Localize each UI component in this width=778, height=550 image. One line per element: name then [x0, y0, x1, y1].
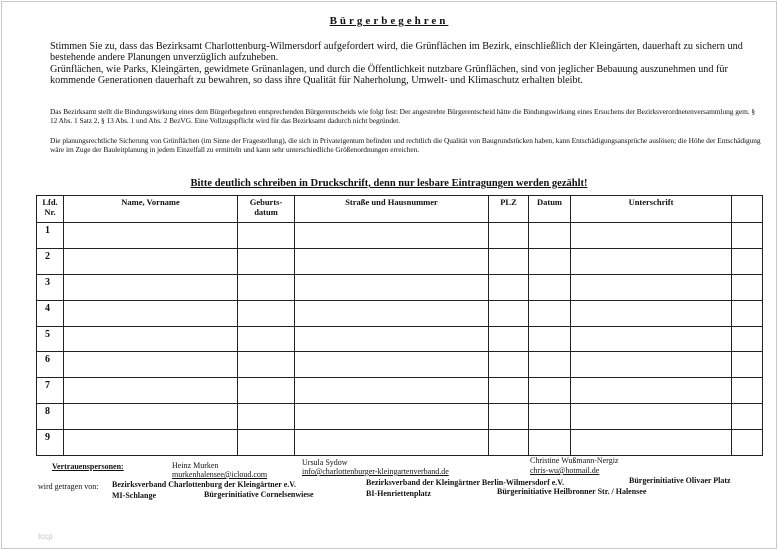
trust-person-name: Heinz Murken — [172, 461, 219, 470]
trust-person-email[interactable]: chris-wu@hotmail.de — [530, 466, 600, 475]
street-cell[interactable] — [295, 326, 489, 352]
plz-cell[interactable] — [489, 274, 529, 300]
col-header-lfd: Lfd. Nr. — [37, 196, 64, 223]
extra-cell — [732, 378, 763, 404]
legal-note — [50, 136, 762, 155]
date-cell[interactable] — [529, 430, 571, 456]
supporter-name: Bürgerinitiative Heilbronner Str. / Halensee — [497, 487, 647, 496]
row-number: 7 — [37, 378, 64, 404]
plz-cell[interactable] — [489, 248, 529, 274]
plz-cell[interactable] — [489, 404, 529, 430]
street-cell[interactable] — [295, 404, 489, 430]
table-row — [37, 378, 763, 404]
print-notice: Bitte deutlich schreiben in Druckschrift, denn nur lesbare Eintragungen werden gezählt! — [190, 178, 588, 189]
name-cell[interactable] — [64, 248, 238, 274]
table-row — [37, 274, 763, 300]
row-number: 1 — [37, 223, 64, 249]
table-header-row — [37, 196, 763, 223]
street-cell[interactable] — [295, 352, 489, 378]
trust-person-email[interactable]: murkenhalensee@icloud.com — [172, 470, 268, 479]
plz-cell[interactable] — [489, 326, 529, 352]
birth-cell[interactable] — [238, 326, 295, 352]
row-number: 5 — [37, 326, 64, 352]
col-header-birth: Geburts-datum — [238, 196, 295, 223]
extra-cell — [732, 352, 763, 378]
date-cell[interactable] — [529, 326, 571, 352]
supporter-name: Bürgerinitiative Olivaer Platz — [629, 476, 731, 485]
page-title: Bürgerbegehren — [329, 15, 449, 27]
street-cell[interactable] — [295, 274, 489, 300]
supporter-name: Bürgerinitiative Cornelsenwiese — [204, 490, 314, 499]
question-paragraph-2: Grünflächen, wie Parks, Kleingärten, gewidmete Grünanlagen, und durch die Öffentlichkeit nutzbare Grünflächen, sind von jeglicher Bebauung auszunehmen und für kommende Generationen dauerhaft zu bewahren, so dass ihre Qualität für Naherholung, Umwelt- und Klimaschutz erhalten bleibt. — [50, 63, 728, 86]
birth-cell[interactable] — [238, 430, 295, 456]
birth-cell[interactable] — [238, 274, 295, 300]
date-cell[interactable] — [529, 274, 571, 300]
street-cell[interactable] — [295, 378, 489, 404]
date-cell[interactable] — [529, 404, 571, 430]
col-header-extra — [732, 196, 763, 223]
signature-table — [36, 195, 763, 456]
table-row — [37, 223, 763, 249]
col-header-street: Straße und Hausnummer — [295, 196, 489, 223]
extra-cell — [732, 248, 763, 274]
supporter-name: Bezirksverband der Kleingärtner Berlin-Wilmersdorf e.V. — [366, 478, 565, 487]
row-number: 2 — [37, 248, 64, 274]
date-cell[interactable] — [529, 378, 571, 404]
name-cell[interactable] — [64, 223, 238, 249]
name-cell[interactable] — [64, 404, 238, 430]
birth-cell[interactable] — [238, 223, 295, 249]
watermark: tccp — [38, 532, 53, 541]
signature-cell[interactable] — [571, 404, 732, 430]
date-cell[interactable] — [529, 248, 571, 274]
col-header-name: Name, Vorname — [64, 196, 238, 223]
trust-person-email[interactable]: info@charlottenburger-kleingartenverband.de — [302, 467, 449, 476]
plz-cell[interactable] — [489, 300, 529, 326]
signature-cell[interactable] — [571, 223, 732, 249]
birth-cell[interactable] — [238, 352, 295, 378]
trust-person-name: Christine Wußmann-Nergiz — [530, 456, 619, 465]
binding-note-text: Das Bezirksamt stellt die Bindungswirkung eines dem Bürgerbegehren entsprechenden Bürgerentscheids wie folgt fest: Der angestrebte Bürgerentscheid hätte die Bindungswirkung eines Ersuchens der Bezirksverordnetenversammlung gem. § 12 Abs. 1 Satz 2, § 13 Abs. 1 und Abs. 2 BezVG. Eine Vollzugspflicht wird für das Bezirksamt dadurch nicht begründet. — [50, 107, 756, 126]
plz-cell[interactable] — [489, 352, 529, 378]
birth-cell[interactable] — [238, 248, 295, 274]
table-row — [37, 404, 763, 430]
extra-cell — [732, 326, 763, 352]
street-cell[interactable] — [295, 223, 489, 249]
extra-cell — [732, 430, 763, 456]
trust-persons-label: Vertrauenspersonen: — [52, 462, 124, 471]
legal-note-text: Die planungsrechtliche Sicherung von Grünflächen (im Sinne der Fragestellung), die sich in Privateigentum befinden und rechtlich die Qualität von Baugrundstücken haben, kann Entschädigungsansprüche auslösen; die Höhe der Entschädigung wäre im Zuge der Bauleitplanung in jedem Einzelfall zu ermitteln und kann sehr unterschiedliche Größenordnungen erreichen. — [50, 136, 761, 155]
row-number: 6 — [37, 352, 64, 378]
col-header-date: Datum — [529, 196, 571, 223]
plz-cell[interactable] — [489, 378, 529, 404]
name-cell[interactable] — [64, 352, 238, 378]
date-cell[interactable] — [529, 352, 571, 378]
birth-cell[interactable] — [238, 404, 295, 430]
supporter-name: BI-Henriettenplatz — [366, 489, 431, 498]
name-cell[interactable] — [64, 300, 238, 326]
table-row — [37, 300, 763, 326]
trust-person-name: Ursula Sydow — [302, 458, 348, 467]
date-cell[interactable] — [529, 223, 571, 249]
plz-cell[interactable] — [489, 223, 529, 249]
petition-question — [50, 41, 762, 86]
extra-cell — [732, 274, 763, 300]
signature-cell[interactable] — [571, 326, 732, 352]
street-cell[interactable] — [295, 248, 489, 274]
name-cell[interactable] — [64, 274, 238, 300]
name-cell[interactable] — [64, 378, 238, 404]
signature-cell[interactable] — [571, 300, 732, 326]
table-row — [37, 430, 763, 456]
supporter-name: Bezirksverband Charlottenburg der Kleingärtner e.V. — [112, 480, 296, 489]
date-cell[interactable] — [529, 300, 571, 326]
signature-cell[interactable] — [571, 430, 732, 456]
birth-cell[interactable] — [238, 378, 295, 404]
col-header-plz: PLZ — [489, 196, 529, 223]
row-number: 4 — [37, 300, 64, 326]
name-cell[interactable] — [64, 326, 238, 352]
binding-note — [50, 107, 762, 126]
extra-cell — [732, 404, 763, 430]
row-number: 8 — [37, 404, 64, 430]
carried-by-label: wird getragen von: — [38, 482, 99, 491]
row-number: 3 — [37, 274, 64, 300]
street-cell[interactable] — [295, 300, 489, 326]
supporter-name: MI-Schlange — [112, 491, 156, 500]
row-number: 9 — [37, 430, 64, 456]
plz-cell[interactable] — [489, 430, 529, 456]
name-cell[interactable] — [64, 430, 238, 456]
table-row — [37, 352, 763, 378]
table-row — [37, 248, 763, 274]
col-header-signature: Unterschrift — [571, 196, 732, 223]
signature-cell[interactable] — [571, 378, 732, 404]
question-paragraph-1: Stimmen Sie zu, dass das Bezirksamt Charlottenburg-Wilmersdorf aufgefordert wird, die Grünflächen im Bezirk, einschließlich der Kleingärten, dauerhaft zu sichern und bestehende andere Planungen unverzüglich aufzuheben. — [50, 41, 743, 64]
table-row — [37, 326, 763, 352]
extra-cell — [732, 300, 763, 326]
signature-cell[interactable] — [571, 352, 732, 378]
extra-cell — [732, 223, 763, 249]
street-cell[interactable] — [295, 430, 489, 456]
birth-cell[interactable] — [238, 300, 295, 326]
signature-cell[interactable] — [571, 248, 732, 274]
signature-cell[interactable] — [571, 274, 732, 300]
